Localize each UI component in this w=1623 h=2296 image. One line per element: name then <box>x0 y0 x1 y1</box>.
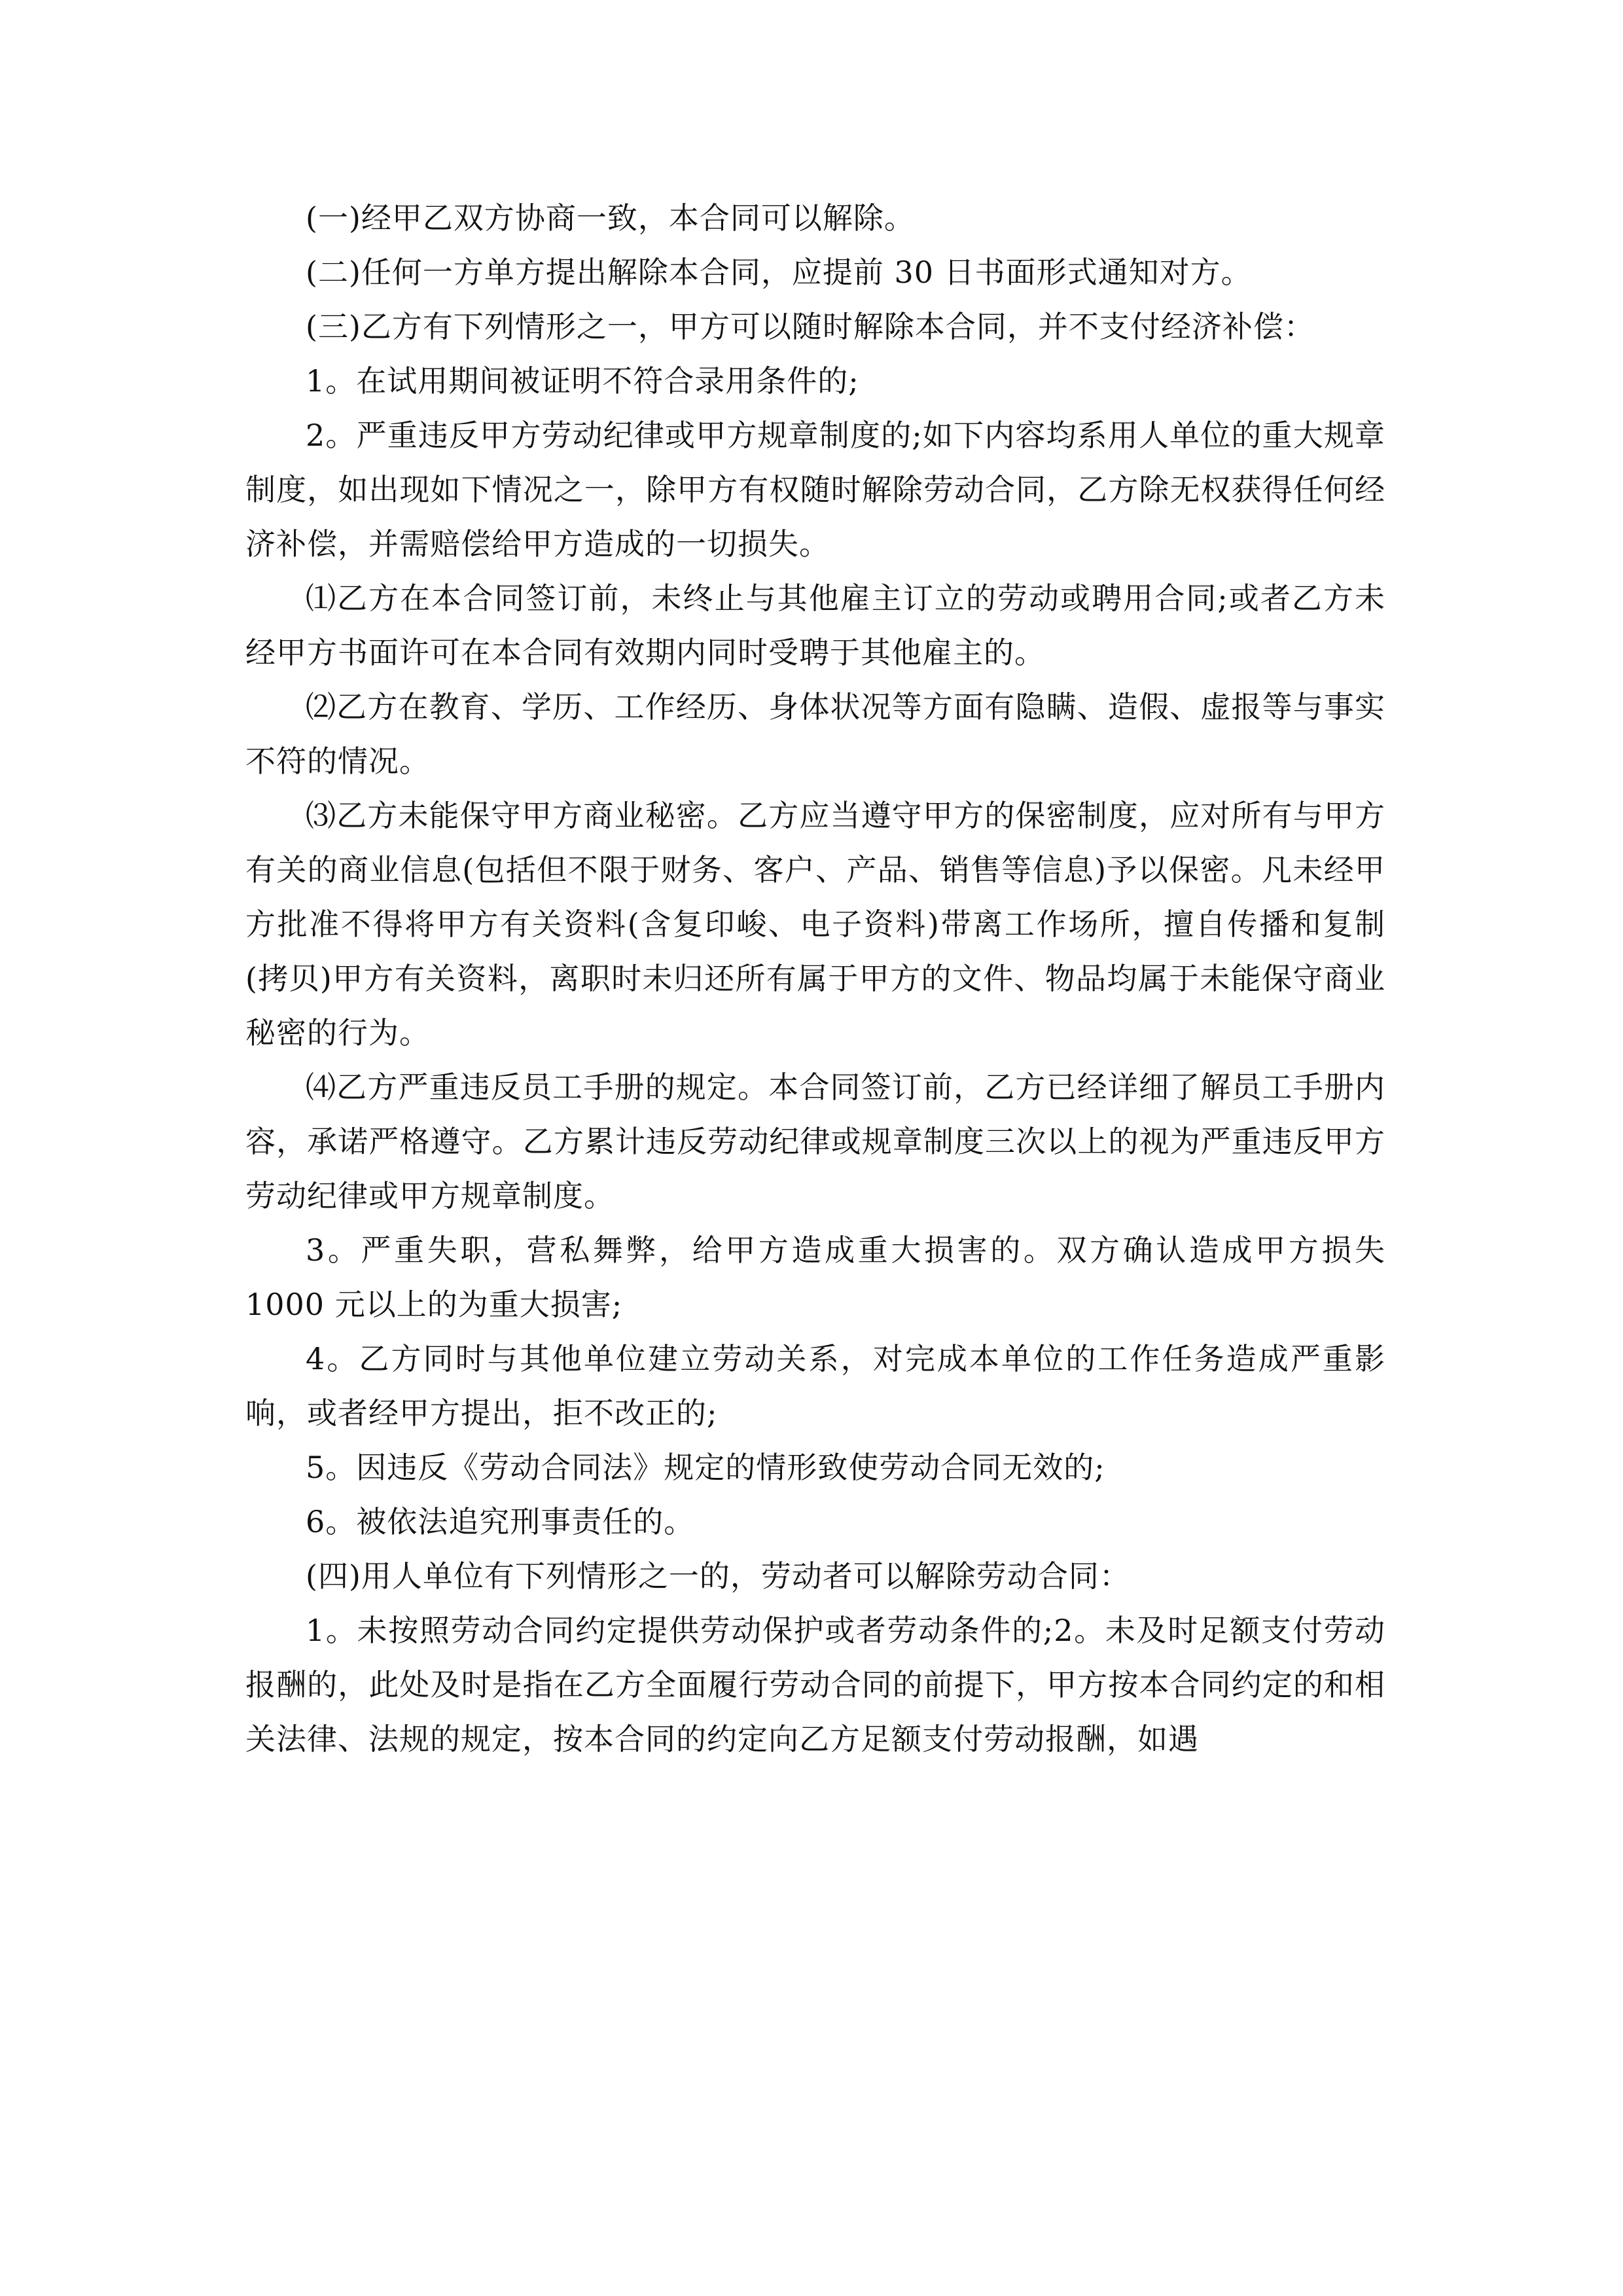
paragraph-item-5: 5。因违反《劳动合同法》规定的情形致使劳动合同无效的; <box>306 1450 1105 1485</box>
paragraph-item-4: 4。乙方同时与其他单位建立劳动关系，对完成本单位的工作任务造成严重影响，或者经甲方提出，拒不改正的; <box>245 1341 1385 1431</box>
paragraph-item-6: 6。被依法追究刑事责任的。 <box>306 1504 695 1539</box>
paragraph-subitem-3: ⑶乙方未能保守甲方商业秘密。乙方应当遵守甲方的保密制度，应对所有与甲方有关的商业信息(包括但不限于财务、客户、产品、销售等信息)予以保密。凡未经甲方批准不得将甲方有关资料(含复印峻、电子资料)带离工作场所，擅自传播和复制(拷贝)甲方有关资料，离职时未归还所有属于甲方的文件、物品均属于未能保守商业秘密的行为。 <box>245 798 1385 1050</box>
document-body <box>245 191 1385 1767</box>
paragraph-subitem-1: ⑴乙方在本合同签订前，未终止与其他雇主订立的劳动或聘用合同;或者乙方未经甲方书面许可在本合同有效期内同时受聘于其他雇主的。 <box>245 581 1385 670</box>
paragraph-clause-2: (二)任何一方单方提出解除本合同，应提前 30 日书面形式通知对方。 <box>306 255 1252 290</box>
paragraph-item-3: 3。严重失职，营私舞弊，给甲方造成重大损害的。双方确认造成甲方损失 1000 元以上的为重大损害; <box>245 1232 1385 1322</box>
paragraph-subitem-4: ⑷乙方严重违反员工手册的规定。本合同签订前，乙方已经详细了解员工手册内容，承诺严格遵守。乙方累计违反劳动纪律或规章制度三次以上的视为严重违反甲方劳动纪律或甲方规章制度。 <box>245 1069 1385 1213</box>
paragraph-item-2: 2。严重违反甲方劳动纪律或甲方规章制度的;如下内容均系用人单位的重大规章制度，如出现如下情况之一，除甲方有权随时解除劳动合同，乙方除无权获得任何经济补偿，并需赔偿给甲方造成的一切损失。 <box>245 418 1385 562</box>
paragraph-item-1-2: 1。未按照劳动合同约定提供劳动保护或者劳动条件的;2。未及时足额支付劳动报酬的，此处及时是指在乙方全面履行劳动合同的前提下，甲方按本合同约定的和相关法律、法规的规定，按本合同的约定向乙方足额支付劳动报酬，如遇 <box>245 1613 1385 1757</box>
paragraph-clause-3: (三)乙方有下列情形之一，甲方可以随时解除本合同，并不支付经济补偿： <box>306 309 1315 344</box>
paragraph-clause-4: (四)用人单位有下列情形之一的，劳动者可以解除劳动合同： <box>306 1558 1130 1594</box>
paragraph-item-1: 1。在试用期间被证明不符合录用条件的; <box>306 363 859 399</box>
paragraph-subitem-2: ⑵乙方在教育、学历、工作经历、身体状况等方面有隐瞒、造假、虚报等与事实不符的情况。 <box>245 689 1385 779</box>
paragraph-clause-1: (一)经甲乙双方协商一致，本合同可以解除。 <box>306 200 915 236</box>
